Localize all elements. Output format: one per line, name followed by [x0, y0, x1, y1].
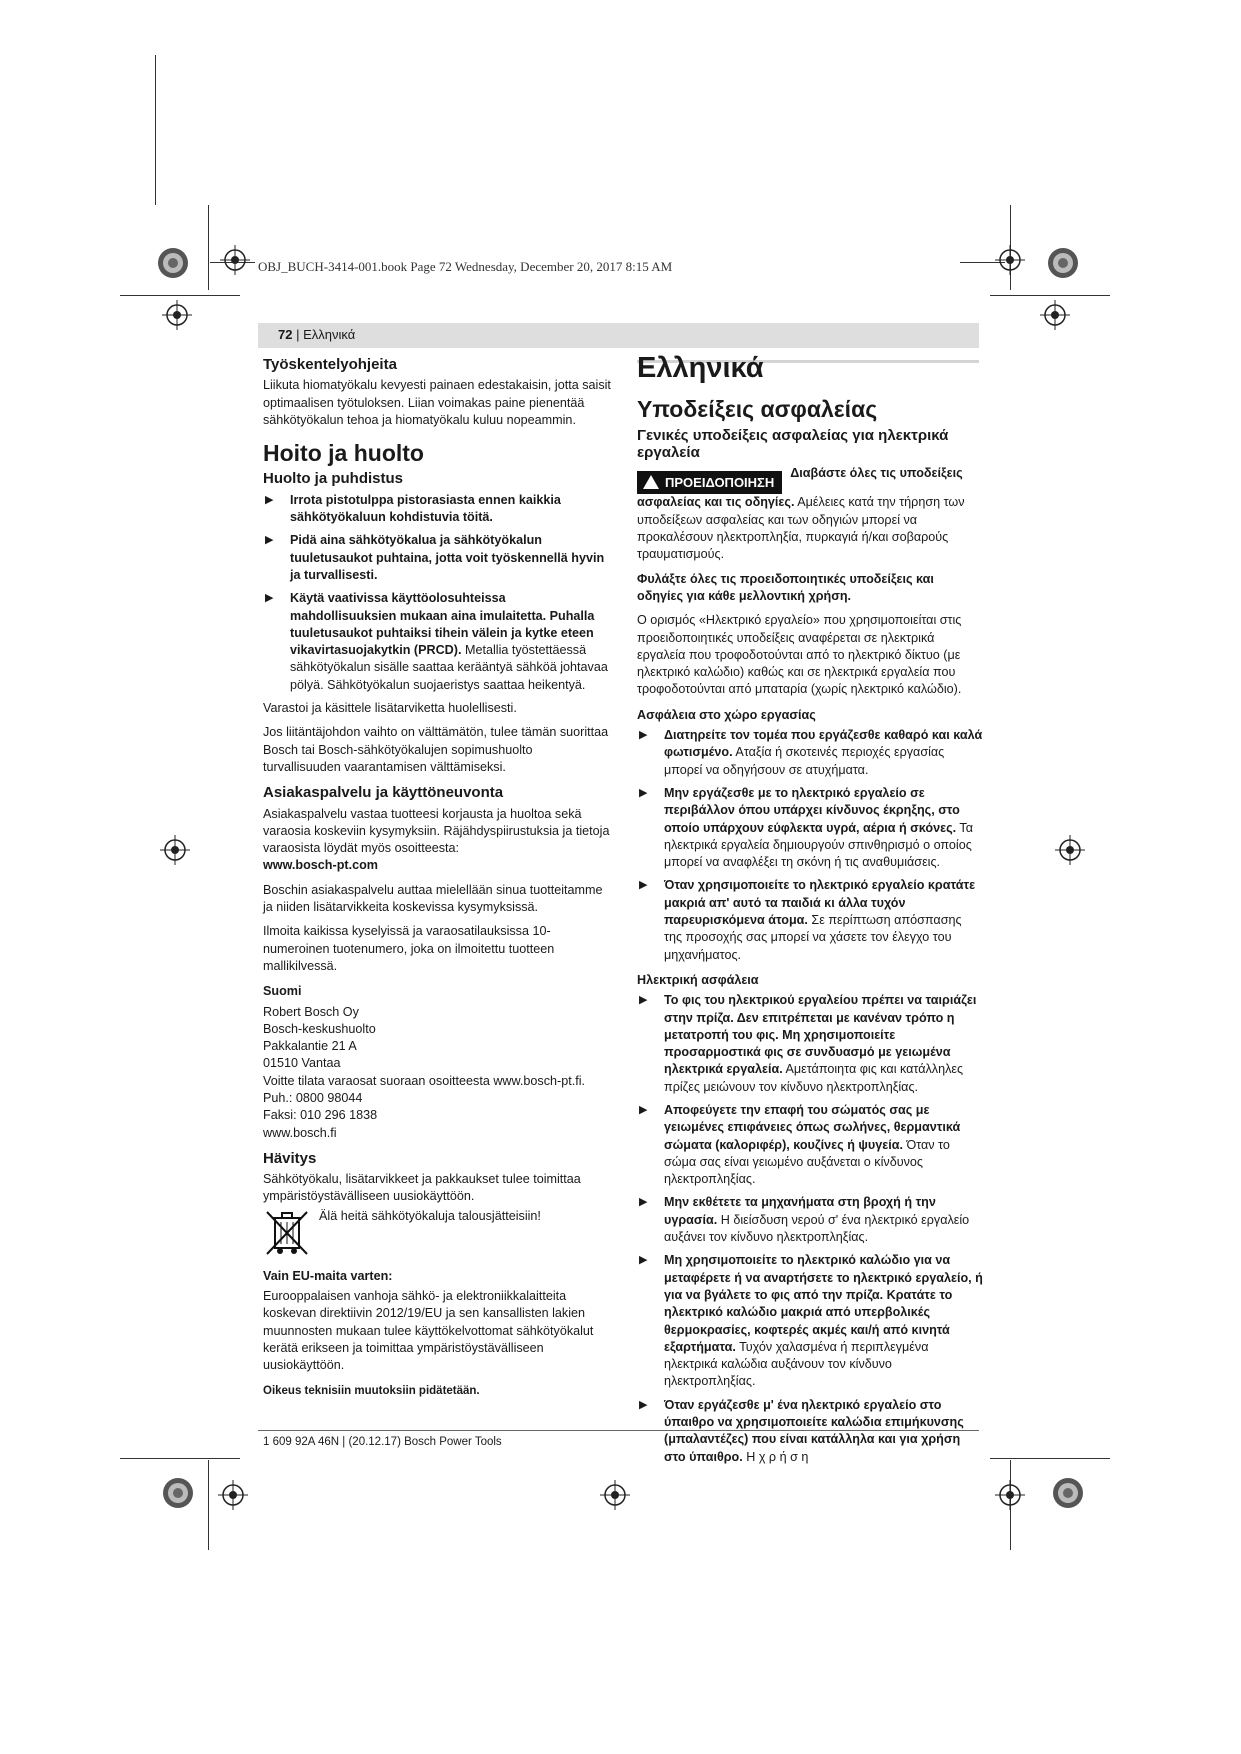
page-number: 72 [278, 327, 293, 342]
crop-mark [208, 1460, 209, 1550]
bullet-item: ▶ Pidä aina sähkötyökalua ja sähkötyökalun tuuletusaukot puhtaina, jotta voit työskennellä hyvin ja turvallisesti. [265, 533, 605, 582]
section-title: Hoito ja huolto [263, 440, 424, 467]
bullet-item: ▶ Το φις του ηλεκτρικού εργαλείου πρέπει να ταιριάζει στην πρίζα. Δεν επιτρέπεται με κανέναν τρόπο η μετατροπή του φις. Μη χρησιμοποιείτε προσαρμοστικά φις σε συνδυασμό με γειωμένα ηλεκτρικά εργαλεία. Αμετάποιητα φις και κατάλληλες πρίζες μειώνουν τον κίνδυνο ηλεκτροπληξίας. [639, 993, 977, 1094]
crop-mark [120, 1458, 240, 1459]
registration-mark [995, 1480, 1025, 1510]
section-heading: Huolto ja puhdistus [263, 470, 403, 488]
bullet-item: ▶ Μη χρησιμοποιείτε το ηλεκτρικό καλώδιο για να μεταφέρετε ή να αναρτήσετε το ηλεκτρικό εργαλείο, ή για να βγάλετε το φις από την πρίζα. Κρατάτε το ηλεκτρικό καλώδιο μακριά από υπερβολικές θερμοκρασίες, κοφτερές ακμές και/ή από κινητά εξαρτήματα. Τυχόν χαλασμένα ή περιπλεγμένα ηλεκτρικά καλώδια αυξάνουν τον κίνδυνο ηλεκτροπληξίας. [639, 1253, 983, 1389]
crop-mark [120, 295, 240, 296]
warning-label: ΠΡΟΕΙΔΟΠΟΙΗΣΗ [637, 471, 782, 494]
section-heading: Γενικές υποδείξεις ασφαλείας για ηλεκτρικά εργαλεία [637, 426, 949, 461]
bullet-arrow-icon: ▶ [265, 493, 274, 506]
registration-mark [155, 245, 191, 281]
crop-mark [990, 295, 1110, 296]
language-title: Ελληνικά [637, 352, 764, 384]
registration-mark [1055, 835, 1085, 865]
bullet-arrow-icon: ▶ [639, 1398, 648, 1411]
subheading: Ηλεκτρική ασφάλεια [637, 972, 759, 987]
bullet-arrow-icon: ▶ [265, 534, 274, 547]
paragraph: Varastoi ja käsittele lisätarviketta huolellisesti. [263, 701, 517, 716]
header-language: Ελληνικά [303, 327, 356, 342]
page-footer: 1 609 92A 46N | (20.12.17) Bosch Power Tools [263, 1436, 502, 1448]
crop-mark [208, 205, 209, 290]
paragraph: Ilmoita kaikissa kyselyissä ja varaosatilauksissa 10-numeroinen tuotenumero, joka on ilmoitettu tuotteen mallikilvessä. [263, 924, 555, 973]
paragraph: Asiakaspalvelu vastaa tuotteesi korjausta ja huoltoa sekä varaosia koskeviin kysymyksiin. Räjähdyspiirustuksia ja tietoja varaosista löydät myös osoitteesta: [263, 806, 610, 856]
bullet-item: ▶ Μην εργάζεσθε με το ηλεκτρικό εργαλείο σε περιβάλλον όπου υπάρχει κίνδυνος έκρηξης, στο οποίο υπάρχουν εύφλεκτα υγρά, αέρια ή σκόνες. Τα ηλεκτρικά εργαλεία δημιουργούν σπινθηρισμό ο οποίος μπορεί να αναφλέξει τη σκόνη ή τις αναθυμιάσεις. [639, 785, 973, 870]
bullet-arrow-icon: ▶ [639, 786, 648, 799]
country-label: Suomi [263, 984, 302, 999]
bullet-item: ▶ Διατηρείτε τον τομέα που εργάζεσθε καθαρό και καλά φωτισμένο. Αταξία ή σκοτεινές περιοχές εργασίας μπορεί να οδηγήσουν σε ατυχήματα. [639, 728, 983, 777]
footer-rule [258, 1430, 979, 1431]
left-column [263, 350, 611, 1407]
bullet-item: ▶ Irrota pistotulppa pistorasiasta ennen kaikkia sähkötyökaluun kohdistuvia töitä. [265, 492, 561, 525]
paragraph: Boschin asiakaspalvelu auttaa mielellään sinua tuotteitamme ja niiden lisätarvikkeita koskevissa kysymyksissä. [263, 882, 603, 915]
disposal-note: Älä heitä sähkötyökaluja talousjätteisiin! [319, 1208, 541, 1223]
warning-paragraph: ΠΡΟΕΙΔΟΠΟΙΗΣΗΔιαβάστε όλες τις υποδείξεις ασφαλείας και τις οδηγίες. Αμέλειες κατά την τήρηση των υποδείξεων ασφαλείας και των οδηγιών μπορεί να προκαλέσουν ηλεκτροπληξία, πυρκαγιά ή/και σοβαρούς τραυματισμούς. [637, 466, 965, 562]
registration-mark [160, 835, 190, 865]
section-heading: Hävitys [263, 1149, 317, 1167]
registration-mark [995, 245, 1025, 275]
registration-mark [600, 1480, 630, 1510]
bullet-item: ▶ Όταν χρησιμοποιείτε το ηλεκτρικό εργαλείο κρατάτε μακριά απ' αυτό τα παιδιά κι άλλα τυχόν παρευρισκόμενα άτομα. Σε περίπτωση απόσπασης της προσοχής σας μπορεί να χάσετε τον έλεγχο του μηχανήματος. [639, 878, 976, 962]
right-column [637, 350, 983, 1472]
registration-mark [160, 1475, 196, 1511]
registration-mark [218, 1480, 248, 1510]
crop-mark [155, 55, 156, 205]
website-link[interactable]: www.bosch-pt.com [263, 858, 378, 873]
rights-note: Oikeus teknisiin muutoksiin pidätetään. [263, 1384, 480, 1397]
paragraph: Liikuta hiomatyökalu kevyesti painaen edestakaisin, jotta saisit optimaalisen työtuloksen. Liian voimakas paine pienentää sähkötyökalun tehoa ja hiomatyökalu kuluu nopeammin. [263, 378, 611, 427]
registration-mark [162, 300, 192, 330]
bullet-arrow-icon: ▶ [639, 994, 648, 1007]
bullet-arrow-icon: ▶ [639, 729, 648, 742]
header-separator: | [292, 327, 304, 342]
bullet-arrow-icon: ▶ [639, 1103, 648, 1116]
paragraph: Ο ορισμός «Ηλεκτρικό εργαλείο» που χρησιμοποιείται στις προειδοποιητικές υποδείξεις αναφέρεται σε ηλεκτρικά εργαλεία που τροφοδοτούνται από το ηλεκτρικό δίκτυο (με ηλεκτρικό καλώδιο) καθώς και σε ηλεκτρικά εργαλεία που τροφοδοτούνται από μπαταρία (χωρίς ηλεκτρικό καλώδιο). [637, 613, 962, 697]
bullet-arrow-icon: ▶ [639, 879, 648, 892]
registration-mark [1050, 1475, 1086, 1511]
paragraph: Eurooppalaisen vanhoja sähkö- ja elektroniikkalaitteita koskevan direktiivin 2012/19/EU ja sen kansallisten lakien muunnosten mukaan tulee käyttökelvottomat sähkötyökalut kerätä erikseen ja toimittaa ympäristöystävälliseen uusiokäyttöön. [263, 1289, 594, 1373]
bullet-item: ▶ Μην εκθέτετε τα μηχανήματα στη βροχή ή την υγρασία. Η διείσδυση νερού σ' ένα ηλεκτρικό εργαλείο αυξάνει τον κίνδυνο ηλεκτροπληξίας. [639, 1195, 970, 1245]
warning-triangle-icon [643, 475, 659, 489]
registration-mark [1045, 245, 1081, 281]
section-heading: Asiakaspalvelu ja käyttöneuvonta [263, 784, 504, 802]
registration-mark [220, 245, 250, 275]
bullet-arrow-icon: ▶ [639, 1196, 648, 1209]
section-heading: Työskentelyohjeita [263, 356, 397, 373]
crop-mark [990, 1458, 1110, 1459]
bullet-item: ▶ Αποφεύγετε την επαφή του σώματός σας με γειωμένες επιφάνειες όπως σωλήνες, θερμαντικά σώματα (καλοριφέρ), κουζίνες ή ψυγεία. Όταν το σώμα σας είναι γειωμένο αυξάνεται ο κίνδυνος ηλεκτροπληξίας. [639, 1102, 961, 1187]
registration-mark [1040, 300, 1070, 330]
bullet-item: ▶ Käytä vaativissa käyttöolosuhteissa mahdollisuuksien mukaan aina imulaitetta. Puhalla tuuletusaukot puhtaiksi tihein välein ja kytke eteen vikavirtasuojakytkin (PRCD). Metallia työstettäessä sähkötyökalun sisälle saattaa kerääntyä sähköä johtavaa pölyä. Sähkötyökalun suojaeristys saattaa heikentyä. [265, 591, 608, 692]
crossed-bin-icon [263, 1208, 311, 1258]
bullet-item: ▶ Όταν εργάζεσθε μ' ένα ηλεκτρικό εργαλείο στο ύπαιθρο να χρησιμοποιείτε καλώδια επιμήκυνσης (μπαλαντέζες) που είναι κατάλληλα και για χρήση στο ύπαιθρο. Η χ ρ ή σ η [639, 1397, 964, 1464]
subheading: Ασφάλεια στο χώρο εργασίας [637, 707, 816, 722]
address-block: Robert Bosch Oy Bosch-keskushuolto Pakkalantie 21 A 01510 Vantaa Voitte tilata varaosat suoraan osoitteesta www.bosch-pt.fi. Puh.: 0800 98044 Faksi: 010 296 1838 www.bosch.fi [263, 1004, 586, 1140]
paragraph: Jos liitäntäjohdon vaihto on välttämätön, tulee tämän suorittaa Bosch tai Bosch-sähkötyökalujen sopimushuolto turvallisuuden vaarantamisen välttämiseksi. [263, 725, 609, 774]
print-slug: OBJ_BUCH-3414-001.book Page 72 Wednesday, December 20, 2017 8:15 AM [258, 259, 673, 274]
section-title: Υποδείξεις ασφαλείας [637, 396, 878, 423]
paragraph: Φυλάξτε όλες τις προειδοποιητικές υποδείξεις και οδηγίες για κάθε μελλοντική χρήση. [637, 571, 934, 603]
bullet-arrow-icon: ▶ [265, 592, 274, 605]
paragraph: Sähkötyökalu, lisätarvikkeet ja pakkaukset tulee toimittaa ympäristöystävälliseen uusiokäyttöön. [263, 1172, 581, 1204]
bullet-arrow-icon: ▶ [639, 1254, 648, 1267]
page-header [258, 323, 979, 348]
subheading: Vain EU-maita varten: [263, 1268, 393, 1283]
